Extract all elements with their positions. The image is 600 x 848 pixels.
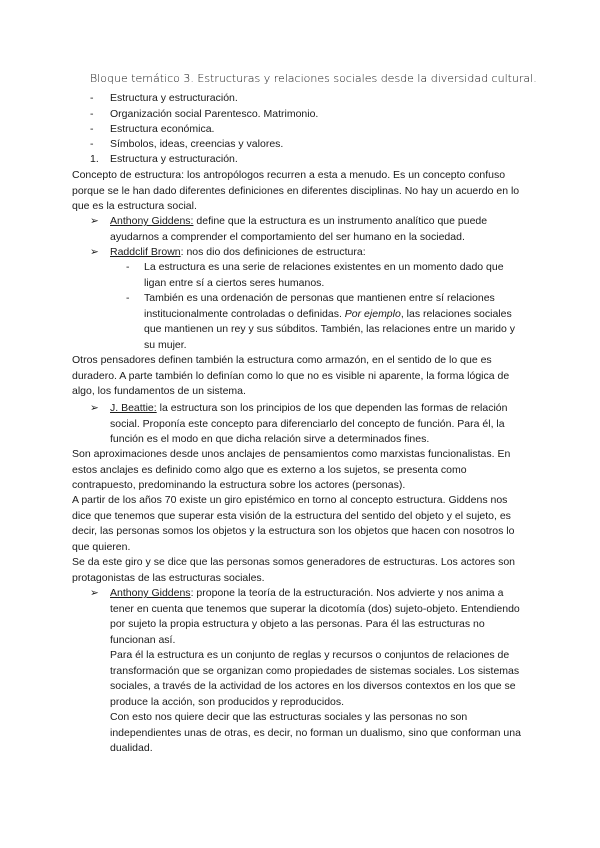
paragraph: Se da este giro y se dice que las personas somos generadores de estructuras. Los actores son protagonistas de las estructuras sociales. [72,556,515,584]
author-name: Raddclif Brown [110,246,181,258]
author-item: ➢ Anthony Giddens: define que la estructura es un instrumento analítico que puede ayudarnos a comprender el comportamiento del ser humano en la sociedad. [90,215,488,243]
paragraph: Concepto de estructura: los antropólogos recurren a esta a menudo. Es un concepto confuso porque se le han dado diferentes definiciones en diferentes disciplinas. No hay un acuerdo en lo que es la estructura social. [72,169,520,212]
paragraph: A partir de los años 70 existe un giro epistémico en torno al concepto estructura. Giddens nos dice que tenemos que superar esta visión de la estructura del sentido del objeto y el sujeto, es decir, las personas somos los objetos y la estructura son los objetos que hacen con nosotros lo que quieren. [72,494,515,553]
author-item: ➢ Raddclif Brown: nos dio dos definiciones de estructura: [90,245,527,261]
paragraph: Otros pensadores definen también la estructura como armazón, en el sentido de lo que es duradero. A parte también lo definían como lo que no es visible ni aparente, la forma lógica de algo, los fundamentos de un sistema. [72,354,510,397]
dash-bullet: - [126,292,130,304]
arrow-bullet-icon: ➢ [90,215,99,227]
arrow-bullet-icon: ➢ [90,587,99,599]
author-name: J. Beattie: [110,402,157,414]
author-item: ➢ J. Beattie: la estructura son los principios de los que dependen las formas de relación social. Proponía este concepto para diferenciarlo del concepto de función. Para él, la función es el modo en que dicha relación sirve a determinados fines. [90,402,508,445]
dash-bullet: - [126,261,130,273]
topic-item: - Estructura económica. [90,122,214,138]
paragraph: Son aproximaciones desde unos anclajes de pensamientos como marxistas funcionalistas. En estos anclajes es definido como algo que es externo a los sujetos, se presenta como contrapuesto, predominando la estructura sobre los actores (personas). [72,448,511,491]
topic-item: - Símbolos, ideas, creencias y valores. [90,137,283,153]
arrow-bullet-icon: ➢ [90,246,99,258]
dash-bullet: - [90,138,94,150]
section-heading [90,152,238,168]
section-number: 1. [90,153,99,165]
author-name: Anthony Giddens: [110,215,194,227]
dash-bullet: - [90,92,94,104]
author-item: ➢ Anthony Giddens: propone la teoría de la estructuración. Nos advierte y nos anima a tener en cuenta que tenemos que superar la dicotomía (dos) sujeto-objeto. Entendiendo por sujeto la propia estructura y objeto a las personas. Para él las estructuras no funcionan así. Para él la estructura es un conjunto de reglas y recursos o conjuntos de relaciones de transformación que se organizan como propiedades de sistemas sociales. Los sistemas sociales, a través de la actividad de los actores en los diversos contextos en los que se produce la acción, son producidos y reproducidos. Con esto nos quiere decir que las estructuras sociales y las personas no son independientes unas de otras, es decir, no forman un dualismo, sino que conforman una dualidad. [90,587,521,754]
definition-item: - También es una ordenación de personas que mantienen entre sí relaciones institucionalmente controladas o definidas. Por ejemplo, las relaciones sociales que mantienen un rey y sus súbditos. También, las relaciones entre un marido y su mujer. [126,292,516,351]
topic-item: - Estructura y estructuración. [90,91,238,107]
topic-item: - Organización social Parentesco. Matrimonio. [90,107,318,123]
dash-bullet: - [90,123,94,135]
definition-item: - La estructura es una serie de relaciones existentes en un momento dado que ligan entre sí a ciertos seres humanos. [126,261,504,289]
dash-bullet: - [90,108,94,120]
section-title: Estructura y estructuración. [110,153,238,165]
page-title: Bloque temático 3. Estructuras y relaciones sociales desde la diversidad cultural. [90,72,537,85]
author-name: Anthony Giddens [110,587,191,599]
arrow-bullet-icon: ➢ [90,402,99,414]
